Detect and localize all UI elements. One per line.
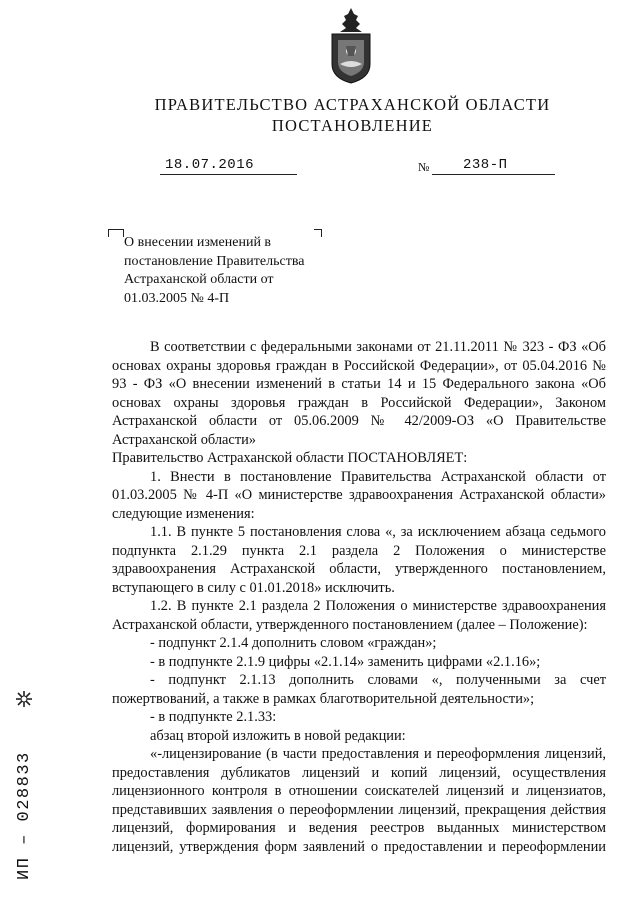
body-paragraph: - подпункт 2.1.13 дополнить словами «, полученными за счет пожертвований, а также в рамках благотворительной деятельности»; bbox=[112, 672, 606, 707]
body-paragraph: Правительство Астраханской области ПОСТАНОВЛЯЕТ: bbox=[112, 450, 468, 466]
decorative-star-icon bbox=[15, 690, 33, 708]
body-paragraph: абзац второй изложить в новой редакции: bbox=[150, 727, 406, 744]
document-number: 238-П bbox=[463, 157, 508, 173]
document-body bbox=[112, 338, 606, 856]
body-paragraph: 1.2. В пункте 2.1 раздела 2 Положения о министерстве здравоохранения Астраханской области, утвержденного постановлением (далее – Положение): bbox=[112, 598, 606, 633]
corner-mark-left-inner bbox=[116, 229, 124, 237]
date-underline bbox=[160, 173, 297, 175]
body-paragraph: В соответствии с федеральными законами от 21.11.2011 № 323 - ФЗ «Об основах охраны здоровья граждан в Российской Федерации», от 05.04.2016 № 93 - ФЗ «О внесении изменений в статьи 14 и 15 Федерального закона «Об основах охраны здоровья граждан в Российской Федерации», Законом Астраханской области от 05.06.2009 № 42/2009-ОЗ «О Правительстве Астраханской области» bbox=[112, 339, 606, 448]
body-paragraph: - в подпункте 2.1.33: bbox=[150, 709, 277, 725]
body-paragraph: «-лицензирование (в части предоставления и переоформления лицензий, предоставления дубликатов лицензий и копий лицензий, осуществления лицензионного контроля в отношении соискателей лицензий и лицензиатов, представивших заявления о переоформлении лицензий, прекращения действия лицензий, формирования и ведения реестров выданных министерством лицензий, утверждения форм заявлений о предоставлении и переоформлении bbox=[112, 746, 606, 855]
side-serial-number: ИП – 028833 bbox=[15, 751, 34, 880]
body-paragraph: 1. Внести в постановление Правительства Астраханской области от 01.03.2005 № 4-П «О министерстве здравоохранения Астраханской области» следующие изменения: bbox=[112, 468, 606, 522]
coat-of-arms-emblem bbox=[326, 6, 376, 84]
document-date: 18.07.2016 bbox=[165, 157, 255, 173]
document-subject: О внесении изменений в постановление Правительства Астраханской области от 01.03.2005 № 4-П bbox=[124, 235, 305, 306]
body-paragraph: - подпункт 2.1.4 дополнить словом «граждан»; bbox=[150, 635, 437, 651]
body-paragraph: 1.1. В пункте 5 постановления слова «, за исключением абзаца седьмого подпункта 2.1.29 пункта 2.1 раздела 2 Положения о министерстве здравоохранения Астраханской области, утвержденного постановлением, вступающего в силу с 01.01.2018» исключить. bbox=[112, 524, 606, 596]
government-title: ПРАВИТЕЛЬСТВО АСТРАХАНСКОЙ ОБЛАСТИ bbox=[154, 95, 551, 114]
number-underline bbox=[432, 173, 555, 175]
document-type: ПОСТАНОВЛЕНИЕ bbox=[271, 116, 434, 135]
body-paragraph: - в подпункте 2.1.9 цифры «2.1.14» заменить цифрами «2.1.16»; bbox=[150, 653, 541, 670]
number-sign: № bbox=[418, 160, 430, 174]
corner-mark-left-outer bbox=[108, 229, 116, 237]
